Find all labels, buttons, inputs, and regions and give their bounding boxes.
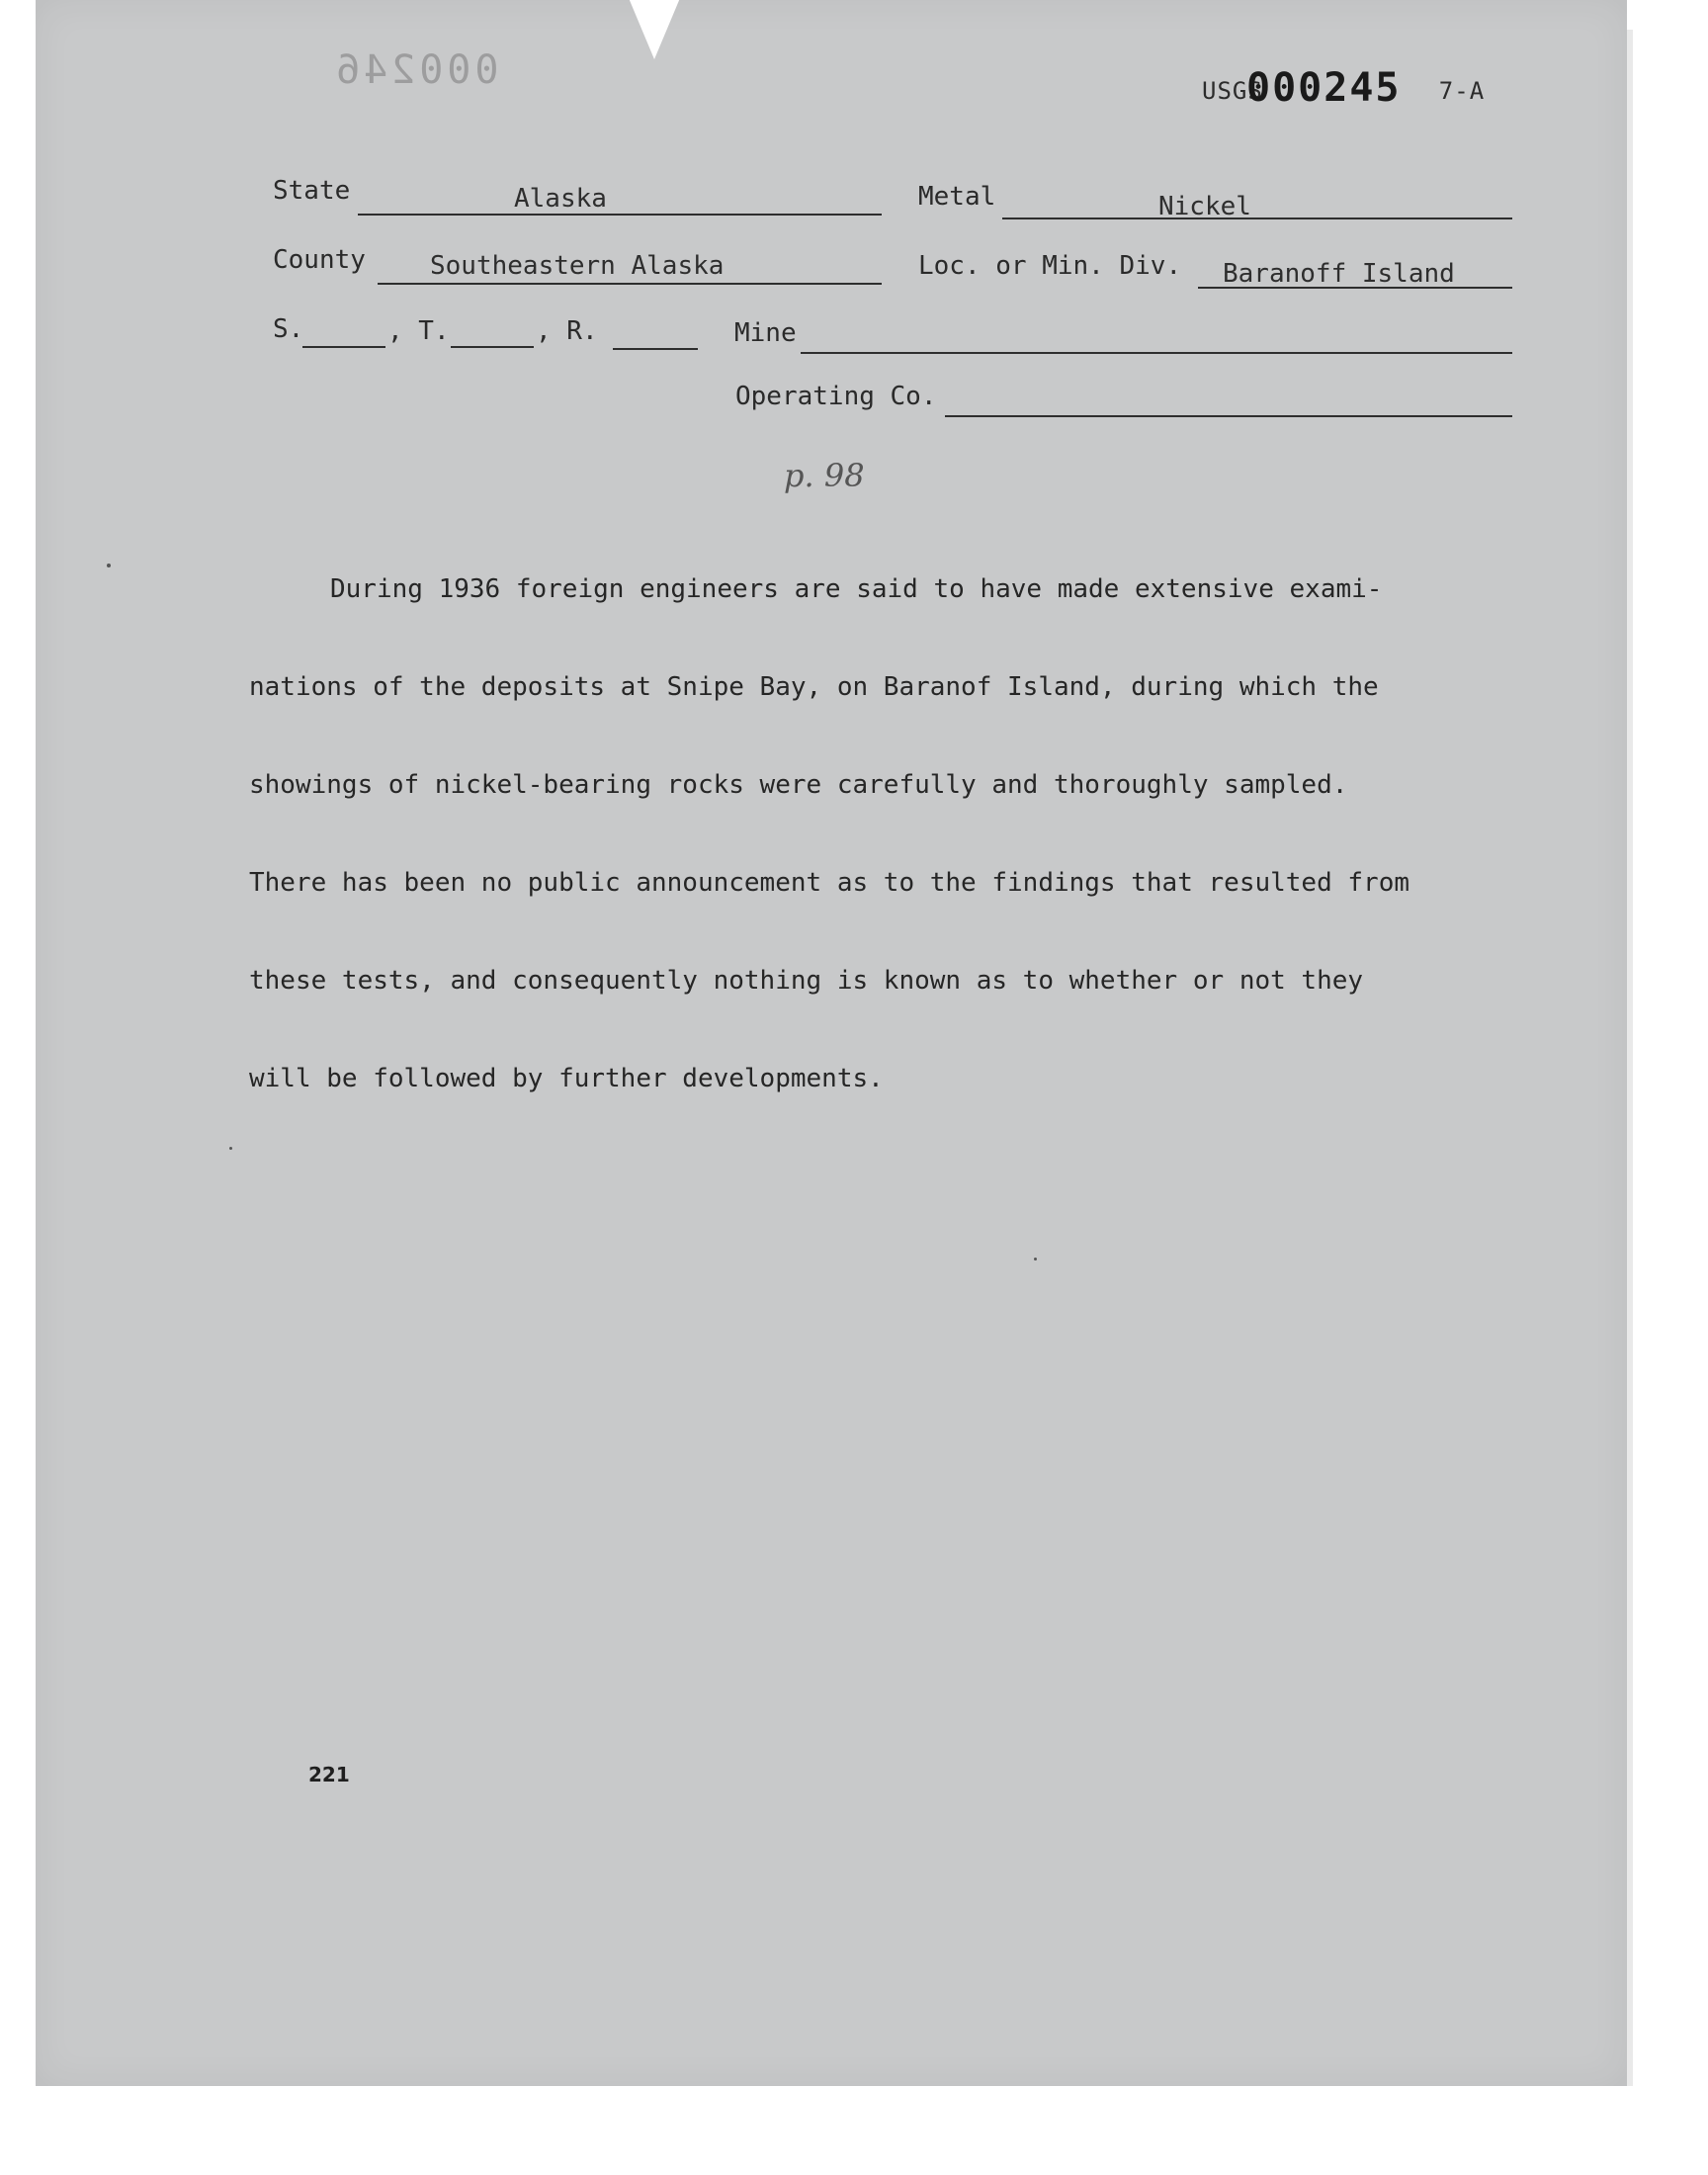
section-line — [302, 346, 385, 348]
metal-line — [1002, 218, 1512, 219]
county-line — [378, 283, 882, 285]
body-paragraph — [249, 508, 1534, 1161]
operating-co-line — [945, 415, 1512, 417]
paper-speck — [229, 1147, 232, 1150]
operating-co-label: Operating Co. — [735, 382, 937, 411]
paper-speck — [1034, 1258, 1037, 1261]
township-line — [451, 346, 534, 348]
footer-page-number: 221 — [308, 1763, 350, 1786]
usgs-reference-prefix: USGS — [1202, 77, 1263, 105]
metal-label: Metal — [918, 182, 996, 212]
usgs-reference-suffix: 7-A — [1438, 77, 1486, 105]
mine-label: Mine — [734, 318, 797, 348]
ghost-stamp-number: 000246 — [332, 47, 499, 93]
section-label: S. — [273, 314, 304, 344]
metal-value: Nickel — [1158, 192, 1251, 221]
township-label: , T. — [387, 316, 450, 346]
body-line: During 1936 foreign engineers are said to have made extensive exami- — [330, 574, 1383, 604]
range-line — [613, 348, 698, 350]
loc-value: Baranoff Island — [1223, 259, 1455, 289]
paper-speck — [107, 564, 111, 567]
document-page — [36, 0, 1627, 2086]
body-line: showings of nickel-bearing rocks were carefully and thoroughly sampled. — [249, 770, 1348, 800]
body-line: There has been no public announcement as to the findings that resulted from — [249, 868, 1409, 898]
body-line: nations of the deposits at Snipe Bay, on Baranof Island, during which the — [249, 672, 1379, 702]
body-line: these tests, and consequently nothing is known as to whether or not they — [249, 966, 1364, 996]
loc-label: Loc. or Min. Div. — [918, 251, 1182, 281]
state-label: State — [273, 176, 351, 206]
range-label: , R. — [536, 316, 598, 346]
page-notch — [629, 0, 680, 59]
stamp-number: 000245 — [1246, 65, 1402, 111]
page-edge — [1627, 30, 1633, 2086]
county-value: Southeastern Alaska — [430, 251, 725, 281]
handwritten-page-ref: p. 98 — [784, 457, 865, 494]
state-value: Alaska — [514, 184, 607, 214]
mine-line — [801, 352, 1512, 354]
state-line — [358, 214, 882, 216]
county-label: County — [273, 245, 366, 275]
body-line: will be followed by further developments. — [249, 1064, 884, 1093]
